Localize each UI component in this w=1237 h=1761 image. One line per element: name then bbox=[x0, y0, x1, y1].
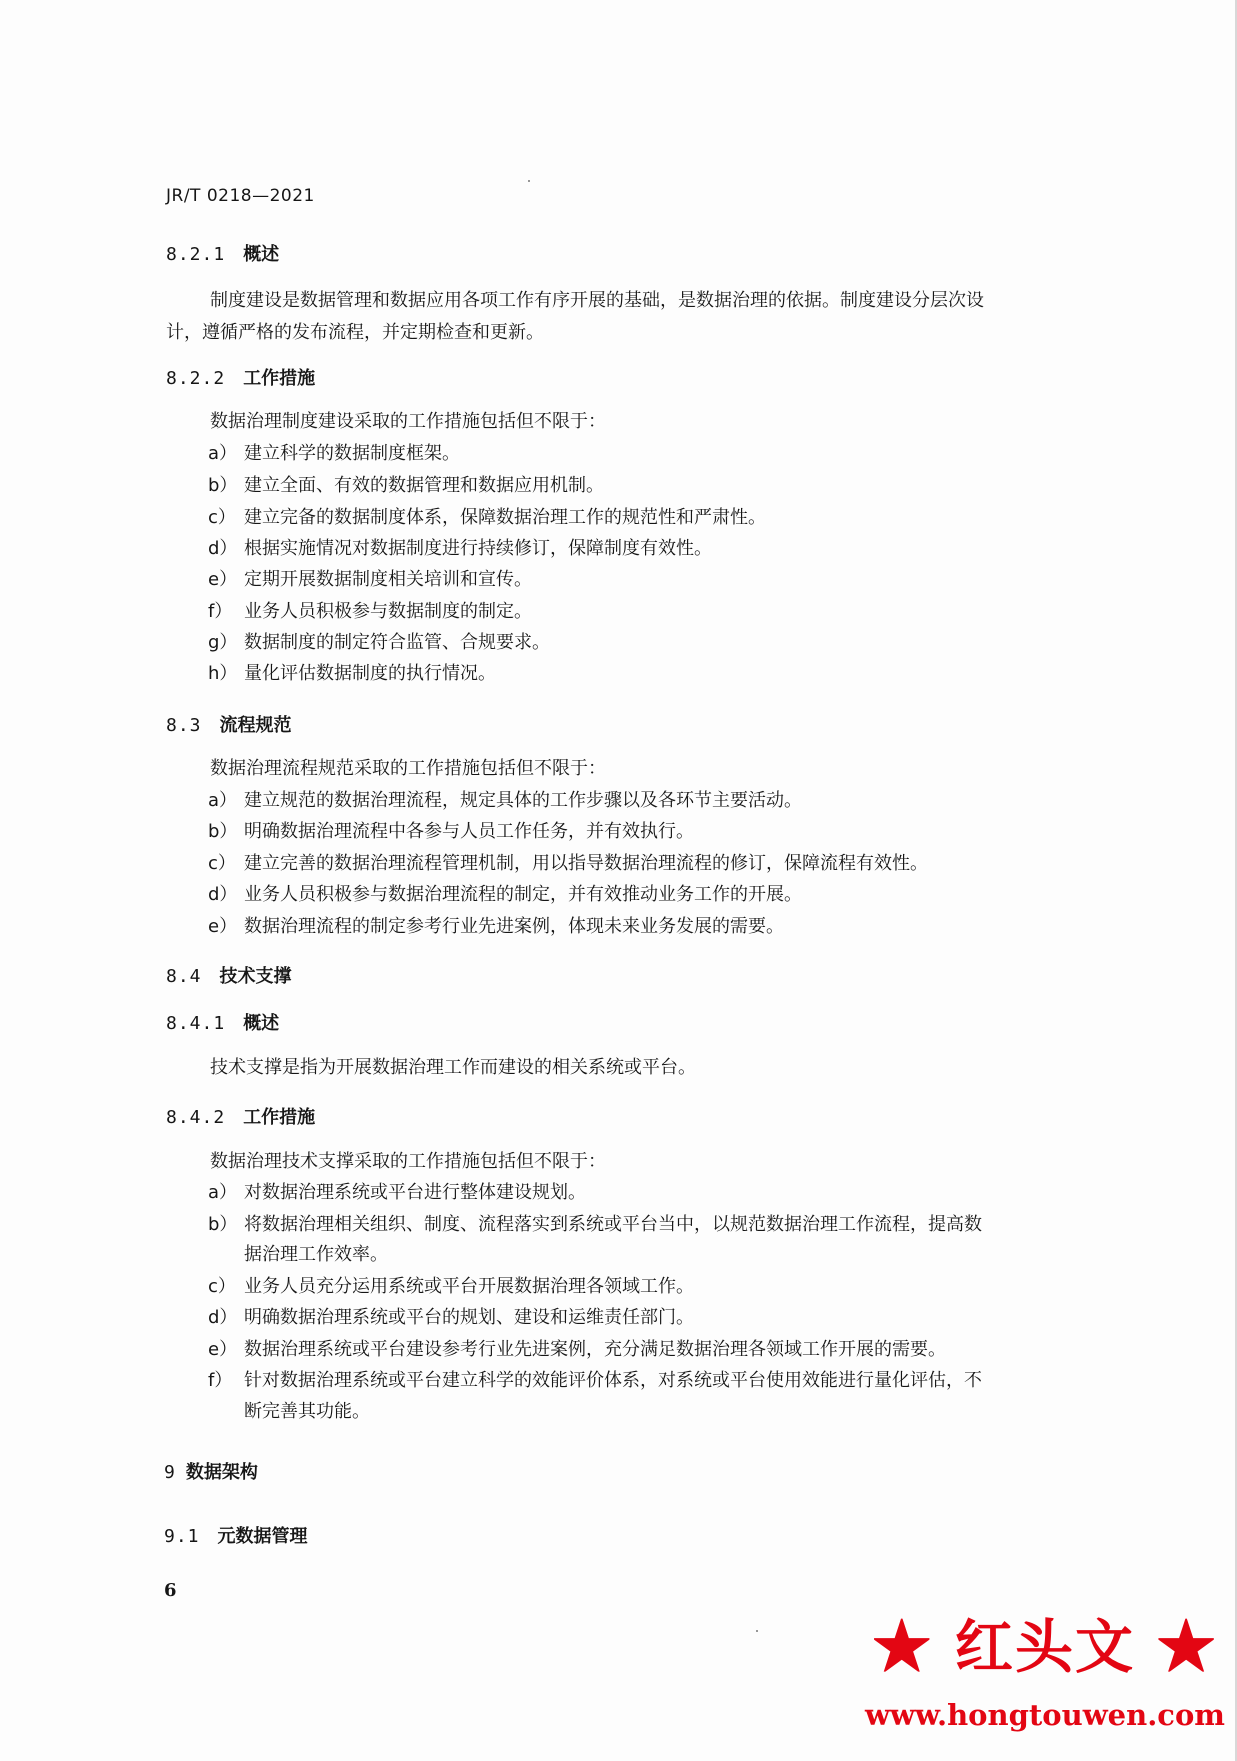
item-marker: b） bbox=[208, 821, 238, 842]
item-text: 针对数据治理系统或平台建立科学的效能评价体系，对系统或平台使用效能进行量化评估，不 bbox=[244, 1370, 982, 1391]
item-text: 建立科学的数据制度框架。 bbox=[244, 443, 460, 464]
heading-title: 元数据管理 bbox=[217, 1526, 308, 1547]
item-marker: d） bbox=[208, 1307, 238, 1328]
list-item-continuation: 断完善其功能。 bbox=[244, 1401, 370, 1422]
list-item bbox=[208, 848, 928, 880]
list-item bbox=[208, 1334, 946, 1366]
item-text: 建立规范的数据治理流程，规定具体的工作步骤以及各环节主要活动。 bbox=[244, 790, 802, 811]
item-text: 量化评估数据制度的执行情况。 bbox=[244, 663, 496, 684]
list-item bbox=[208, 1271, 694, 1303]
paragraph: 技术支撑是指为开展数据治理工作而建设的相关系统或平台。 bbox=[210, 1057, 696, 1078]
item-text: 建立完善的数据治理流程管理机制，用以指导数据治理流程的修订，保障流程有效性。 bbox=[244, 853, 928, 874]
heading-number: 8.2.2 bbox=[166, 368, 226, 389]
heading-title: 工作措施 bbox=[243, 368, 316, 389]
list-item-continuation: 据治理工作效率。 bbox=[244, 1244, 388, 1265]
heading-8-4 bbox=[166, 962, 292, 988]
item-marker: a） bbox=[208, 443, 238, 464]
item-text: 业务人员积极参与数据治理流程的制定，并有效推动业务工作的开展。 bbox=[244, 884, 802, 905]
paragraph bbox=[166, 285, 984, 349]
list-item bbox=[208, 564, 532, 596]
item-marker: g） bbox=[208, 632, 238, 653]
page-number: 6 bbox=[164, 1580, 177, 1601]
scan-speck bbox=[756, 1630, 758, 1632]
list-item bbox=[208, 816, 694, 848]
heading-8-4-1 bbox=[166, 1009, 279, 1035]
watermark bbox=[860, 1600, 1230, 1750]
list-item bbox=[208, 879, 802, 911]
item-marker: e） bbox=[208, 569, 238, 590]
heading-8-2-2 bbox=[166, 364, 315, 390]
watermark-url: www.hongtouwen.com bbox=[865, 1698, 1225, 1732]
list-item bbox=[208, 438, 460, 470]
item-text: 建立完备的数据制度体系，保障数据治理工作的规范性和严肃性。 bbox=[244, 507, 766, 528]
item-marker: a） bbox=[208, 1182, 238, 1203]
list-item bbox=[208, 502, 766, 534]
heading-number: 9 bbox=[164, 1462, 176, 1483]
item-text: 明确数据治理系统或平台的规划、建设和运维责任部门。 bbox=[244, 1307, 694, 1328]
standard-code: JR/T 0218—2021 bbox=[166, 186, 315, 206]
item-marker: d） bbox=[208, 538, 238, 559]
heading-number: 8.4.2 bbox=[166, 1107, 226, 1128]
item-text: 建立全面、有效的数据管理和数据应用机制。 bbox=[244, 475, 604, 496]
heading-title: 技术支撑 bbox=[219, 966, 292, 987]
list-item bbox=[208, 1209, 982, 1241]
item-text: 业务人员积极参与数据制度的制定。 bbox=[244, 601, 532, 622]
list-item bbox=[208, 596, 532, 628]
list-item bbox=[208, 1177, 586, 1209]
heading-9 bbox=[164, 1458, 258, 1484]
item-text: 将数据治理相关组织、制度、流程落实到系统或平台当中，以规范数据治理工作流程，提高数 bbox=[244, 1214, 982, 1235]
heading-8-2-1 bbox=[166, 240, 279, 266]
item-text: 数据治理系统或平台建设参考行业先进案例，充分满足数据治理各领域工作开展的需要。 bbox=[244, 1339, 946, 1360]
item-text: 定期开展数据制度相关培训和宣传。 bbox=[244, 569, 532, 590]
item-marker: f） bbox=[208, 601, 233, 622]
item-marker: e） bbox=[208, 916, 238, 937]
list-item bbox=[208, 470, 604, 502]
item-marker: a） bbox=[208, 790, 238, 811]
heading-title: 概述 bbox=[243, 244, 280, 265]
item-marker: h） bbox=[208, 663, 238, 684]
heading-8-4-2 bbox=[166, 1103, 315, 1129]
heading-title: 概述 bbox=[243, 1013, 280, 1034]
list-item bbox=[208, 533, 712, 565]
item-text: 数据治理流程的制定参考行业先进案例，体现未来业务发展的需要。 bbox=[244, 916, 784, 937]
item-marker: d） bbox=[208, 884, 238, 905]
item-text: 对数据治理系统或平台进行整体建设规划。 bbox=[244, 1182, 586, 1203]
heading-number: 8.2.1 bbox=[166, 244, 226, 265]
item-marker: b） bbox=[208, 475, 238, 496]
list-item bbox=[208, 911, 784, 943]
paragraph-line: 制度建设是数据管理和数据应用各项工作有序开展的基础，是数据治理的依据。制度建设分层次设 bbox=[210, 290, 984, 311]
list-intro: 数据治理流程规范采取的工作措施包括但不限于： bbox=[210, 758, 606, 779]
scan-speck bbox=[528, 180, 530, 182]
heading-number: 8.3 bbox=[166, 715, 202, 736]
watermark-title: ★ 红头文 ★ bbox=[872, 1613, 1218, 1681]
heading-number: 8.4 bbox=[166, 966, 202, 987]
item-marker: f） bbox=[208, 1370, 233, 1391]
item-marker: c） bbox=[208, 1276, 236, 1297]
item-marker: c） bbox=[208, 853, 236, 874]
item-text: 业务人员充分运用系统或平台开展数据治理各领域工作。 bbox=[244, 1276, 694, 1297]
heading-title: 流程规范 bbox=[219, 715, 292, 736]
list-intro: 数据治理制度建设采取的工作措施包括但不限于： bbox=[210, 411, 606, 432]
list-item bbox=[208, 627, 550, 659]
item-marker: c） bbox=[208, 507, 236, 528]
list-item bbox=[208, 658, 496, 690]
heading-number: 9.1 bbox=[164, 1526, 200, 1547]
heading-title: 数据架构 bbox=[185, 1462, 258, 1483]
list-item bbox=[208, 1365, 982, 1397]
heading-number: 8.4.1 bbox=[166, 1013, 226, 1034]
list-item bbox=[208, 1302, 694, 1334]
item-marker: e） bbox=[208, 1339, 238, 1360]
heading-title: 工作措施 bbox=[243, 1107, 316, 1128]
list-item bbox=[208, 785, 802, 817]
item-marker: b） bbox=[208, 1214, 238, 1235]
item-text: 数据制度的制定符合监管、合规要求。 bbox=[244, 632, 550, 653]
item-text: 明确数据治理流程中各参与人员工作任务，并有效执行。 bbox=[244, 821, 694, 842]
item-text: 根据实施情况对数据制度进行持续修订，保障制度有效性。 bbox=[244, 538, 712, 559]
list-intro: 数据治理技术支撑采取的工作措施包括但不限于： bbox=[210, 1151, 606, 1172]
paragraph-line: 计，遵循严格的发布流程，并定期检查和更新。 bbox=[166, 322, 544, 343]
heading-9-1 bbox=[164, 1522, 308, 1548]
heading-8-3 bbox=[166, 711, 292, 737]
